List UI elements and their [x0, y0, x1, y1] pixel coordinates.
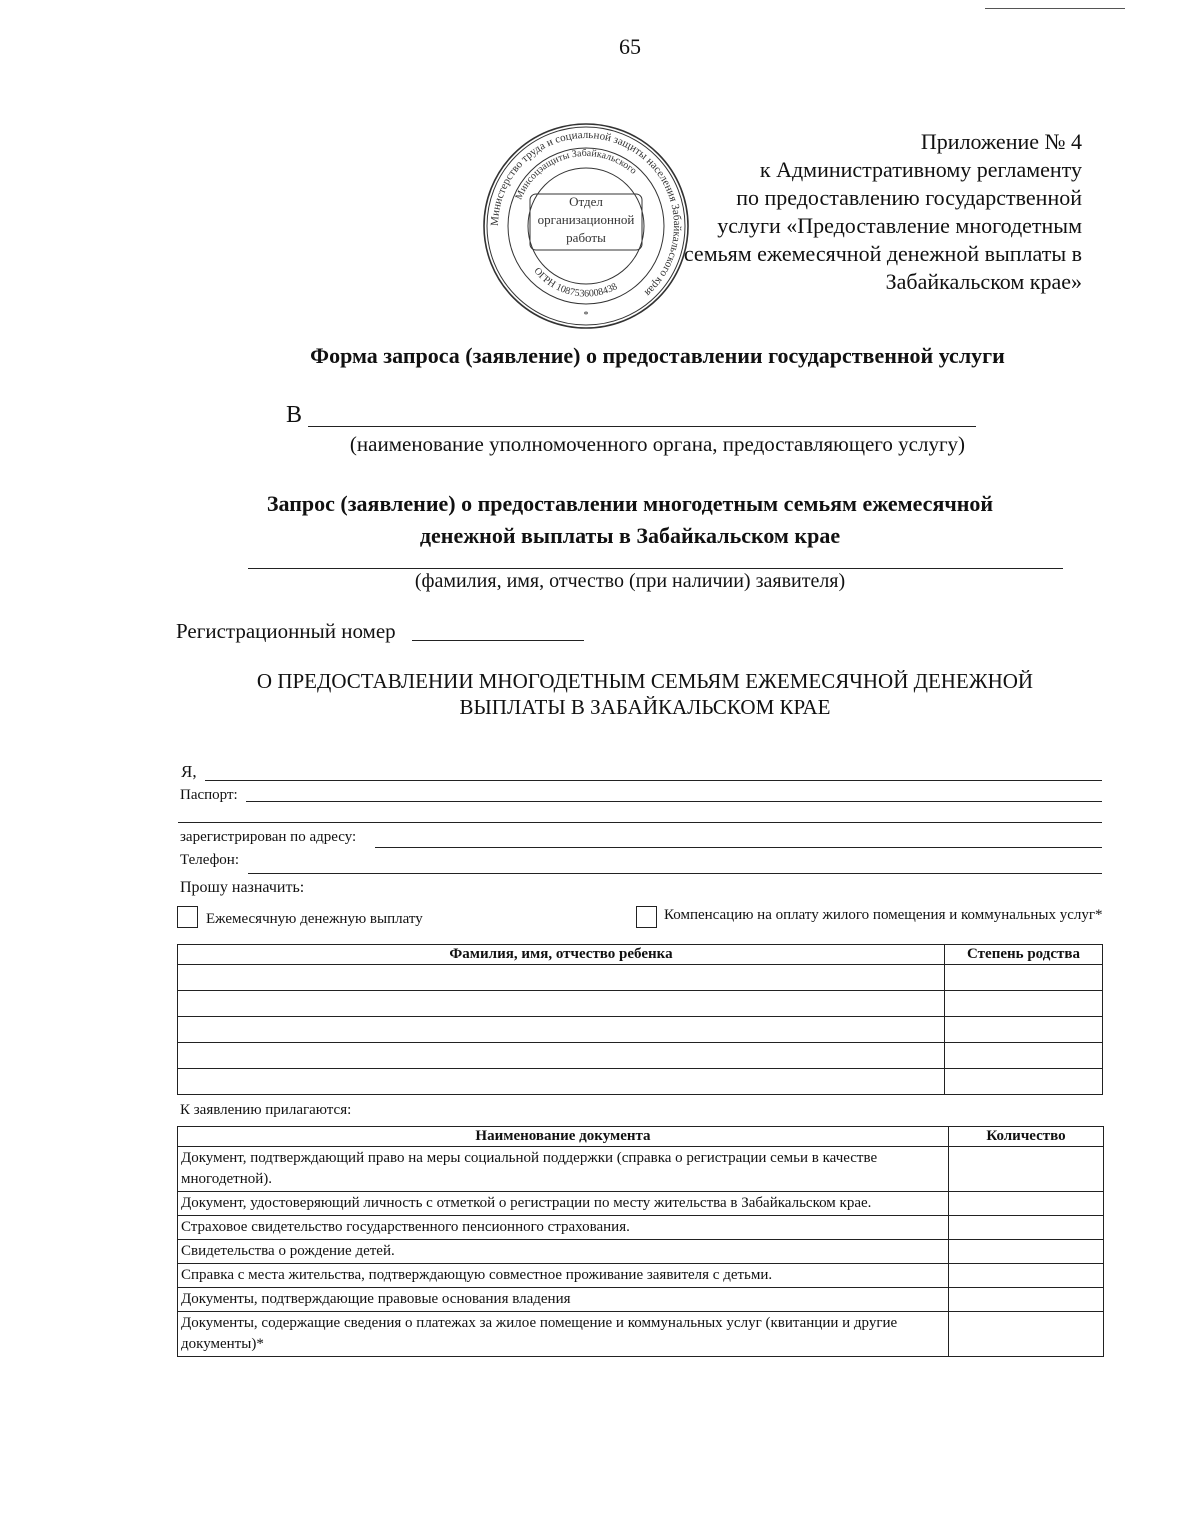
doc-count-cell[interactable] [949, 1264, 1104, 1288]
docs-header-count: Количество [949, 1127, 1104, 1147]
table-row [178, 1017, 1103, 1043]
table-row [178, 991, 1103, 1017]
form-heading: Форма запроса (заявление) о предоставлении государственной услуги [310, 343, 1005, 368]
table-row [178, 1216, 1104, 1240]
field-phone-label: Телефон: [180, 852, 239, 868]
table-row [178, 1264, 1104, 1288]
doc-count-cell[interactable] [949, 1288, 1104, 1312]
monthly-payment-label: Ежемесячную денежную выплату [206, 911, 423, 927]
registration-label: Регистрационный номер [176, 619, 396, 643]
compensation-checkbox[interactable] [636, 906, 657, 928]
stamp-star-icon: * [583, 310, 589, 321]
stamp-outer-text: Министерство труда и социальной защиты населения Забайкальского края [488, 128, 684, 299]
stamp-inner-text: Минсоцзащиты Забайкальского [513, 147, 639, 202]
field-phone-line[interactable] [248, 873, 1102, 874]
documents-table [177, 1126, 1104, 1357]
registration-number-blank[interactable] [412, 640, 584, 641]
table-row [178, 1288, 1104, 1312]
applicant-name-blank[interactable] [248, 568, 1063, 569]
child-relation-cell[interactable] [945, 965, 1103, 991]
child-relation-cell[interactable] [945, 1069, 1103, 1095]
field-ya-label: Я, [181, 762, 197, 781]
doc-name-cell: Документ, удостоверяющий личность с отметкой о регистрации по месту жительства в Забайкальском крае. [178, 1192, 949, 1216]
field-address-label: зарегистрирован по адресу: [180, 829, 357, 845]
stamp-ogrn: ОГРН 1087536008438 [531, 265, 620, 300]
recipient-blank[interactable] [308, 426, 976, 427]
field-ya-line[interactable] [205, 780, 1102, 781]
field-address-line[interactable] [375, 847, 1102, 848]
table-row [178, 1240, 1104, 1264]
child-name-cell[interactable] [178, 1069, 945, 1095]
recipient-prefix: В [286, 402, 303, 428]
applicant-caption: (фамилия, имя, отчество (при наличии) заявителя) [414, 570, 846, 592]
table-row [178, 1147, 1104, 1192]
child-relation-cell[interactable] [945, 991, 1103, 1017]
child-name-cell[interactable] [178, 1043, 945, 1069]
table-row [178, 1069, 1103, 1095]
doc-name-cell: Документы, содержащие сведения о платежах за жилое помещение и коммунальных услуг (квитанции и другие документы)* [178, 1312, 949, 1357]
doc-name-cell: Свидетельства о рождение детей. [178, 1240, 949, 1264]
top-rule [985, 8, 1125, 9]
doc-count-cell[interactable] [949, 1240, 1104, 1264]
table-row [178, 965, 1103, 991]
field-passport-label: Паспорт: [180, 787, 238, 803]
field-passport-line2[interactable] [178, 822, 1102, 823]
compensation-label: Компенсацию на оплату жилого помещения и коммунальных услуг* [664, 907, 1103, 923]
stamp-center-line3: работы [566, 230, 606, 245]
attachments-label: К заявлению прилагаются: [180, 1102, 352, 1118]
stamp-center-line2: организационной [537, 212, 635, 227]
appendix-note: Приложение № 4 к Административному регламенту по предоставлению государственной услуги «Предоставление многодетным семьям ежемесячной денежной выплаты в Забайкальском крае» [683, 129, 1082, 294]
child-relation-cell[interactable] [945, 1017, 1103, 1043]
doc-count-cell[interactable] [949, 1216, 1104, 1240]
table-row [178, 1192, 1104, 1216]
official-stamp [482, 122, 690, 330]
child-name-cell[interactable] [178, 965, 945, 991]
table-row [178, 1043, 1103, 1069]
recipient-line [286, 402, 302, 429]
child-name-cell[interactable] [178, 1017, 945, 1043]
child-relation-cell[interactable] [945, 1043, 1103, 1069]
doc-name-cell: Страховое свидетельство государственного пенсионного страхования. [178, 1216, 949, 1240]
child-name-cell[interactable] [178, 991, 945, 1017]
doc-count-cell[interactable] [949, 1147, 1104, 1192]
page-number: 65 [619, 34, 641, 59]
request-heading: Запрос (заявление) о предоставлении многодетным семьям ежемесячной денежной выплаты в Забайкальском крае [266, 491, 994, 548]
recipient-caption: (наименование уполномоченного органа, предоставляющего услугу) [349, 432, 966, 456]
monthly-payment-checkbox[interactable] [177, 906, 198, 928]
doc-name-cell: Справка с места жительства, подтверждающую совместное проживание заявителя с детьми. [178, 1264, 949, 1288]
doc-count-cell[interactable] [949, 1312, 1104, 1357]
children-table [177, 944, 1103, 1095]
upper-heading: О ПРЕДОСТАВЛЕНИИ МНОГОДЕТНЫМ СЕМЬЯМ ЕЖЕМЕСЯЧНОЙ ДЕНЕЖНОЙ ВЫПЛАТЫ В ЗАБАЙКАЛЬСКОМ КРАЕ [256, 669, 1034, 719]
table-row [178, 1312, 1104, 1357]
stamp-center-line1: Отдел [569, 194, 603, 209]
field-request-label: Прошу назначить: [180, 879, 305, 896]
children-header-relation: Степень родства [945, 945, 1103, 965]
doc-count-cell[interactable] [949, 1192, 1104, 1216]
children-header-name: Фамилия, имя, отчество ребенка [178, 945, 945, 965]
field-passport-line[interactable] [246, 801, 1102, 802]
docs-header-name: Наименование документа [178, 1127, 949, 1147]
doc-name-cell: Документ, подтверждающий право на меры социальной поддержки (справка о регистрации семьи в качестве многодетной). [178, 1147, 949, 1192]
doc-name-cell: Документы, подтверждающие правовые основания владения [178, 1288, 949, 1312]
